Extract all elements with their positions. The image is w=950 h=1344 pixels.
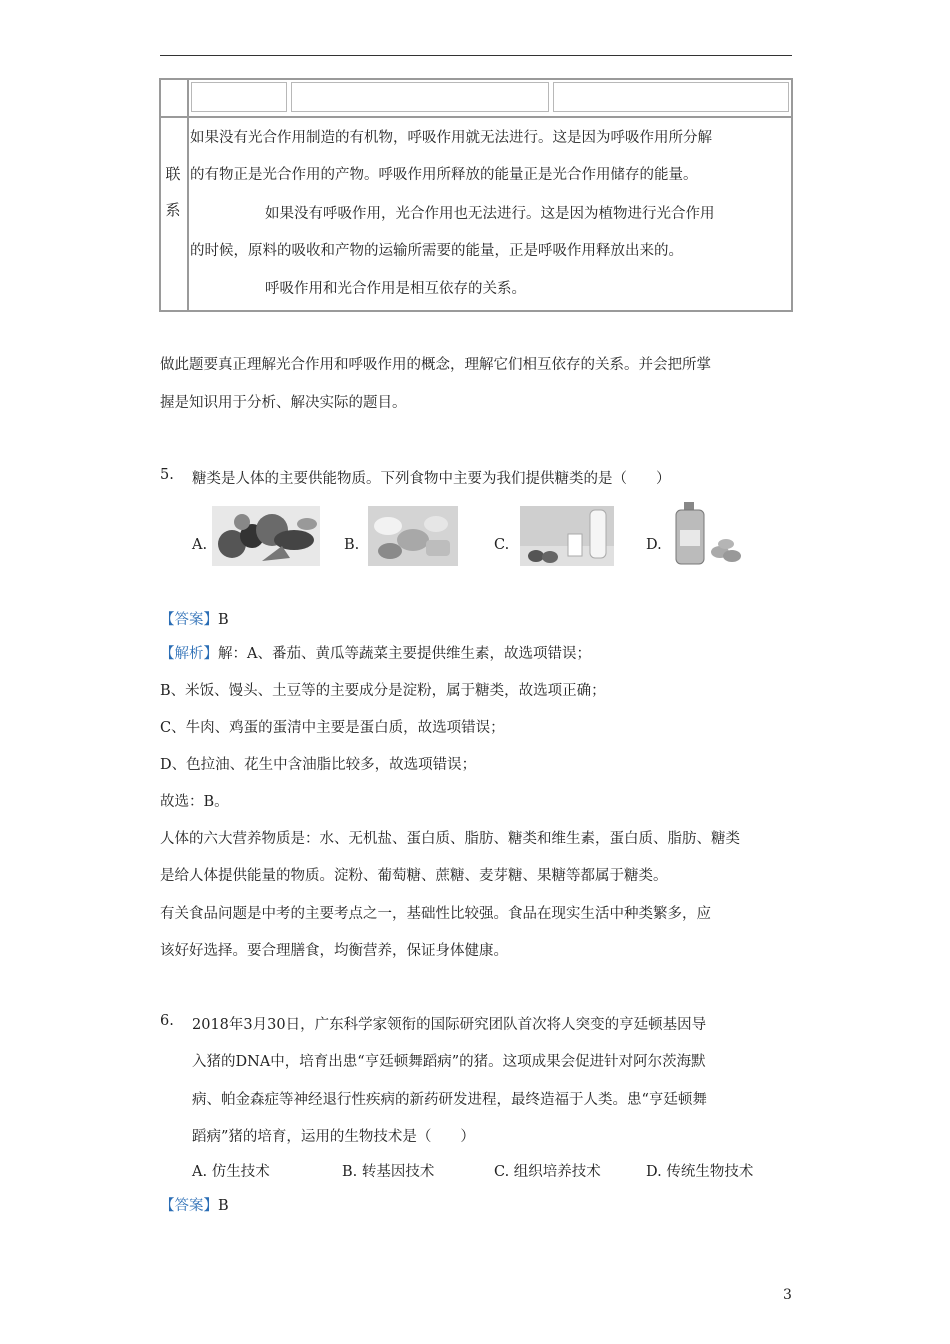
- rice-potato-icon: [368, 506, 458, 566]
- analysis-line: B、米饭、馒头、土豆等的主要成分是淀粉，属于糖类，故选项正确；: [160, 683, 606, 699]
- answer-tag: 【答案】: [160, 1198, 218, 1214]
- table-divider: [187, 78, 189, 312]
- q6-stem-line: 蹈病”猪的培育，运用的生物技术是（ ）: [192, 1129, 475, 1145]
- summary-line: 做此题要真正理解光合作用和呼吸作用的概念，理解它们相互依存的关系。并会把所掌: [160, 357, 711, 373]
- analysis-line: C、牛肉、鸡蛋的蛋清中主要是蛋白质，故选项错误；: [160, 720, 505, 736]
- vegetables-icon: [212, 506, 320, 566]
- q6-stem-line: 病、帕金森症等神经退行性疾病的新药研发进程，最终造福于人类。患“亨廷顿舞: [192, 1092, 707, 1108]
- analysis-tag: 【解析】: [160, 646, 218, 662]
- analysis-line: 是给人体提供能量的物质。淀粉、葡萄糖、蔗糖、麦芽糖、果糖等都属于糖类。: [160, 868, 668, 884]
- q5-option-c-label: C.: [494, 537, 510, 553]
- row-label-char: 系: [165, 201, 181, 219]
- header-rule: [160, 55, 792, 56]
- q6-answer: [160, 1194, 229, 1215]
- answer-value: B: [218, 612, 229, 628]
- table-text-line: 呼吸作用和光合作用是相互依存的关系。: [265, 281, 526, 297]
- empty-cell: [291, 82, 549, 112]
- q5-option-d-label: D.: [646, 537, 662, 553]
- answer-value: B: [218, 1198, 229, 1214]
- q5-option-a-label: A.: [192, 537, 208, 553]
- page-number: 3: [783, 1287, 792, 1303]
- answer-tag: 【答案】: [160, 612, 218, 628]
- analysis-line: 解：A、番茄、黄瓜等蔬菜主要提供维生素，故选项错误；: [218, 646, 591, 662]
- q6-number: 6.: [160, 1013, 174, 1029]
- q6-stem-line: 入猪的DNA中，培育出患“亨廷顿舞蹈病”的猪。这项成果会促进针对阿尔茨海默: [192, 1054, 706, 1070]
- empty-cell: [191, 82, 287, 112]
- q5-number: 5.: [160, 467, 174, 483]
- analysis-line: 人体的六大营养物质是：水、无机盐、蛋白质、脂肪、糖类和维生素，蛋白质、脂肪、糖类: [160, 831, 740, 847]
- q6-option-b: B. 转基因技术: [342, 1164, 435, 1180]
- analysis-line: D、色拉油、花生中含油脂比较多，故选项错误；: [160, 757, 477, 773]
- oil-peanut-icon: [672, 500, 744, 570]
- q6-option-d: D. 传统生物技术: [646, 1164, 754, 1180]
- table-text-line: 如果没有呼吸作用，光合作用也无法进行。这是因为植物进行光合作用: [265, 206, 715, 222]
- summary-line: 握是知识用于分析、解决实际的题目。: [160, 395, 407, 411]
- q6-option-a: A. 仿生技术: [192, 1164, 270, 1180]
- row-label: [159, 118, 187, 312]
- analysis-line: 该好好选择。要合理膳食，均衡营养，保证身体健康。: [160, 943, 508, 959]
- q6-option-c: C. 组织培养技术: [494, 1164, 601, 1180]
- table-text-line: 的有物正是光合作用的产物。呼吸作用所释放的能量正是光合作用储存的能量。: [190, 167, 698, 183]
- q5-option-b-label: B.: [344, 537, 360, 553]
- analysis-line: 有关食品问题是中考的主要考点之一，基础性比较强。食品在现实生活中种类繁多，应: [160, 906, 711, 922]
- q6-stem-line: 2018年3月30日，广东科学家领衔的国际研究团队首次将人突变的亨廷顿基因导: [192, 1017, 707, 1033]
- milk-eggs-icon: [520, 506, 614, 566]
- q5-stem: 糖类是人体的主要供能物质。下列食物中主要为我们提供糖类的是（ ）: [192, 471, 671, 487]
- table-text-line: 的时候，原料的吸收和产物的运输所需要的能量，正是呼吸作用释放出来的。: [190, 243, 683, 259]
- row-label-char: 联: [165, 165, 181, 183]
- table-empty-row: [159, 78, 793, 118]
- analysis-line: 故选：B。: [160, 794, 229, 810]
- empty-cell: [553, 82, 789, 112]
- q5-answer: [160, 608, 229, 629]
- comparison-table: [159, 78, 793, 312]
- table-text-line: 如果没有光合作用制造的有机物，呼吸作用就无法进行。这是因为呼吸作用所分解: [190, 130, 712, 146]
- q5-analysis-first: [160, 642, 591, 663]
